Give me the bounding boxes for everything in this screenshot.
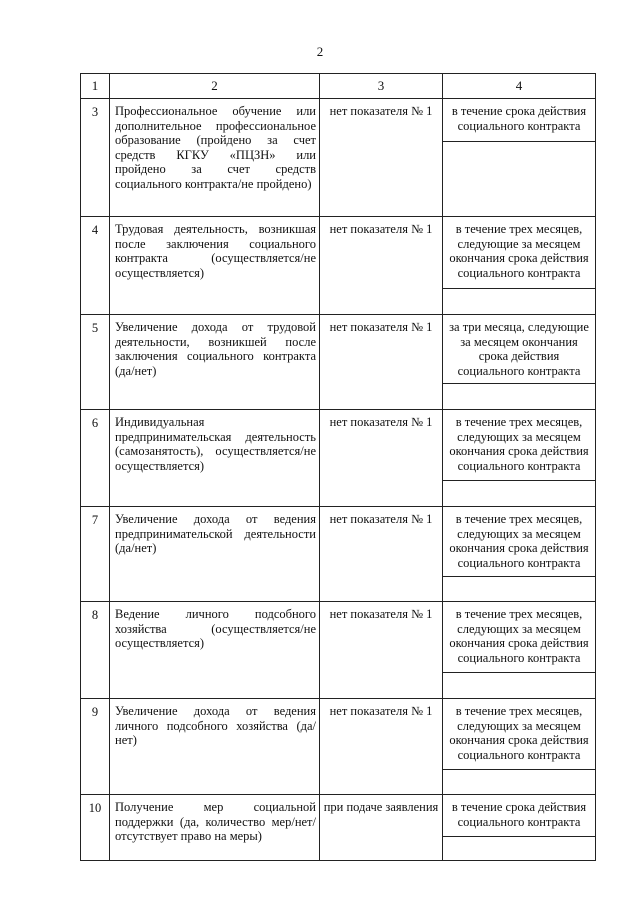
row-term: в течение трех месяцев, следующие за месяцем окончания срока действия социального контракта xyxy=(443,217,595,289)
row-description: Получение мер социальной поддержки (да, количество мер/нет/ отсутствует право на меры) xyxy=(110,795,320,861)
row-number: 9 xyxy=(81,699,110,795)
column-header: 2 xyxy=(110,74,320,99)
row-indicator: при подаче заявления xyxy=(320,795,443,861)
row-term-cell xyxy=(443,602,596,699)
row-description: Трудовая деятельность, возникшая после заключения социального контракта (осуществляется/не осуществляется) xyxy=(110,217,320,315)
row-term-cell xyxy=(443,507,596,602)
table-row xyxy=(81,315,596,410)
table-row xyxy=(81,99,596,217)
row-term: в течение трех месяцев, следующих за месяцем окончания срока действия социального контракта xyxy=(443,410,595,481)
row-description: Увеличение дохода от трудовой деятельности, возникшей после заключения социального контракта (да/нет) xyxy=(110,315,320,410)
row-term: в течение срока действия социального контракта xyxy=(443,795,595,837)
table-row xyxy=(81,410,596,507)
row-indicator: нет показателя № 1 xyxy=(320,602,443,699)
row-term-cell xyxy=(443,410,596,507)
table-header-row xyxy=(81,74,596,99)
row-description: Увеличение дохода от ведения личного подсобного хозяйства (да/нет) xyxy=(110,699,320,795)
column-header: 4 xyxy=(443,74,596,99)
row-indicator: нет показателя № 1 xyxy=(320,315,443,410)
row-indicator: нет показателя № 1 xyxy=(320,217,443,315)
row-term-cell xyxy=(443,99,596,217)
row-number: 4 xyxy=(81,217,110,315)
row-term: в течение срока действия социального контракта xyxy=(443,99,595,142)
table-row xyxy=(81,507,596,602)
row-number: 5 xyxy=(81,315,110,410)
row-number: 3 xyxy=(81,99,110,217)
row-indicator: нет показателя № 1 xyxy=(320,99,443,217)
row-description: Ведение личного подсобного хозяйства (осуществляется/не осуществляется) xyxy=(110,602,320,699)
row-number: 8 xyxy=(81,602,110,699)
row-term: в течение трех месяцев, следующих за месяцем окончания срока действия социального контракта xyxy=(443,699,595,770)
row-number: 10 xyxy=(81,795,110,861)
row-description: Индивидуальная предпринимательская деятельность (самозанятость), осуществляется/не осуществляется) xyxy=(110,410,320,507)
table-row xyxy=(81,699,596,795)
row-term: в течение трех месяцев, следующих за месяцем окончания срока действия социального контракта xyxy=(443,602,595,673)
row-indicator: нет показателя № 1 xyxy=(320,410,443,507)
indicators-table xyxy=(80,73,596,861)
row-description: Увеличение дохода от ведения предпринимательской деятельности (да/нет) xyxy=(110,507,320,602)
row-indicator: нет показателя № 1 xyxy=(320,699,443,795)
page-number: 2 xyxy=(316,44,324,59)
row-indicator: нет показателя № 1 xyxy=(320,507,443,602)
row-term: в течение трех месяцев, следующих за месяцем окончания срока действия социального контракта xyxy=(443,507,595,577)
row-number: 6 xyxy=(81,410,110,507)
row-term-cell xyxy=(443,315,596,410)
column-header: 3 xyxy=(320,74,443,99)
table-row xyxy=(81,795,596,861)
table-row xyxy=(81,602,596,699)
row-term-cell xyxy=(443,699,596,795)
row-term-cell xyxy=(443,217,596,315)
column-header: 1 xyxy=(81,74,110,99)
row-number: 7 xyxy=(81,507,110,602)
row-term: за три месяца, следующие за месяцем окончания срока действия социального контракта xyxy=(443,315,595,384)
table-row xyxy=(81,217,596,315)
row-description: Профессиональное обучение или дополнительное профессиональное образование (пройдено за счет средств КГКУ «ПЦЗН» или пройдено за счет средств социального контракта/не пройдено) xyxy=(110,99,320,217)
row-term-cell xyxy=(443,795,596,861)
